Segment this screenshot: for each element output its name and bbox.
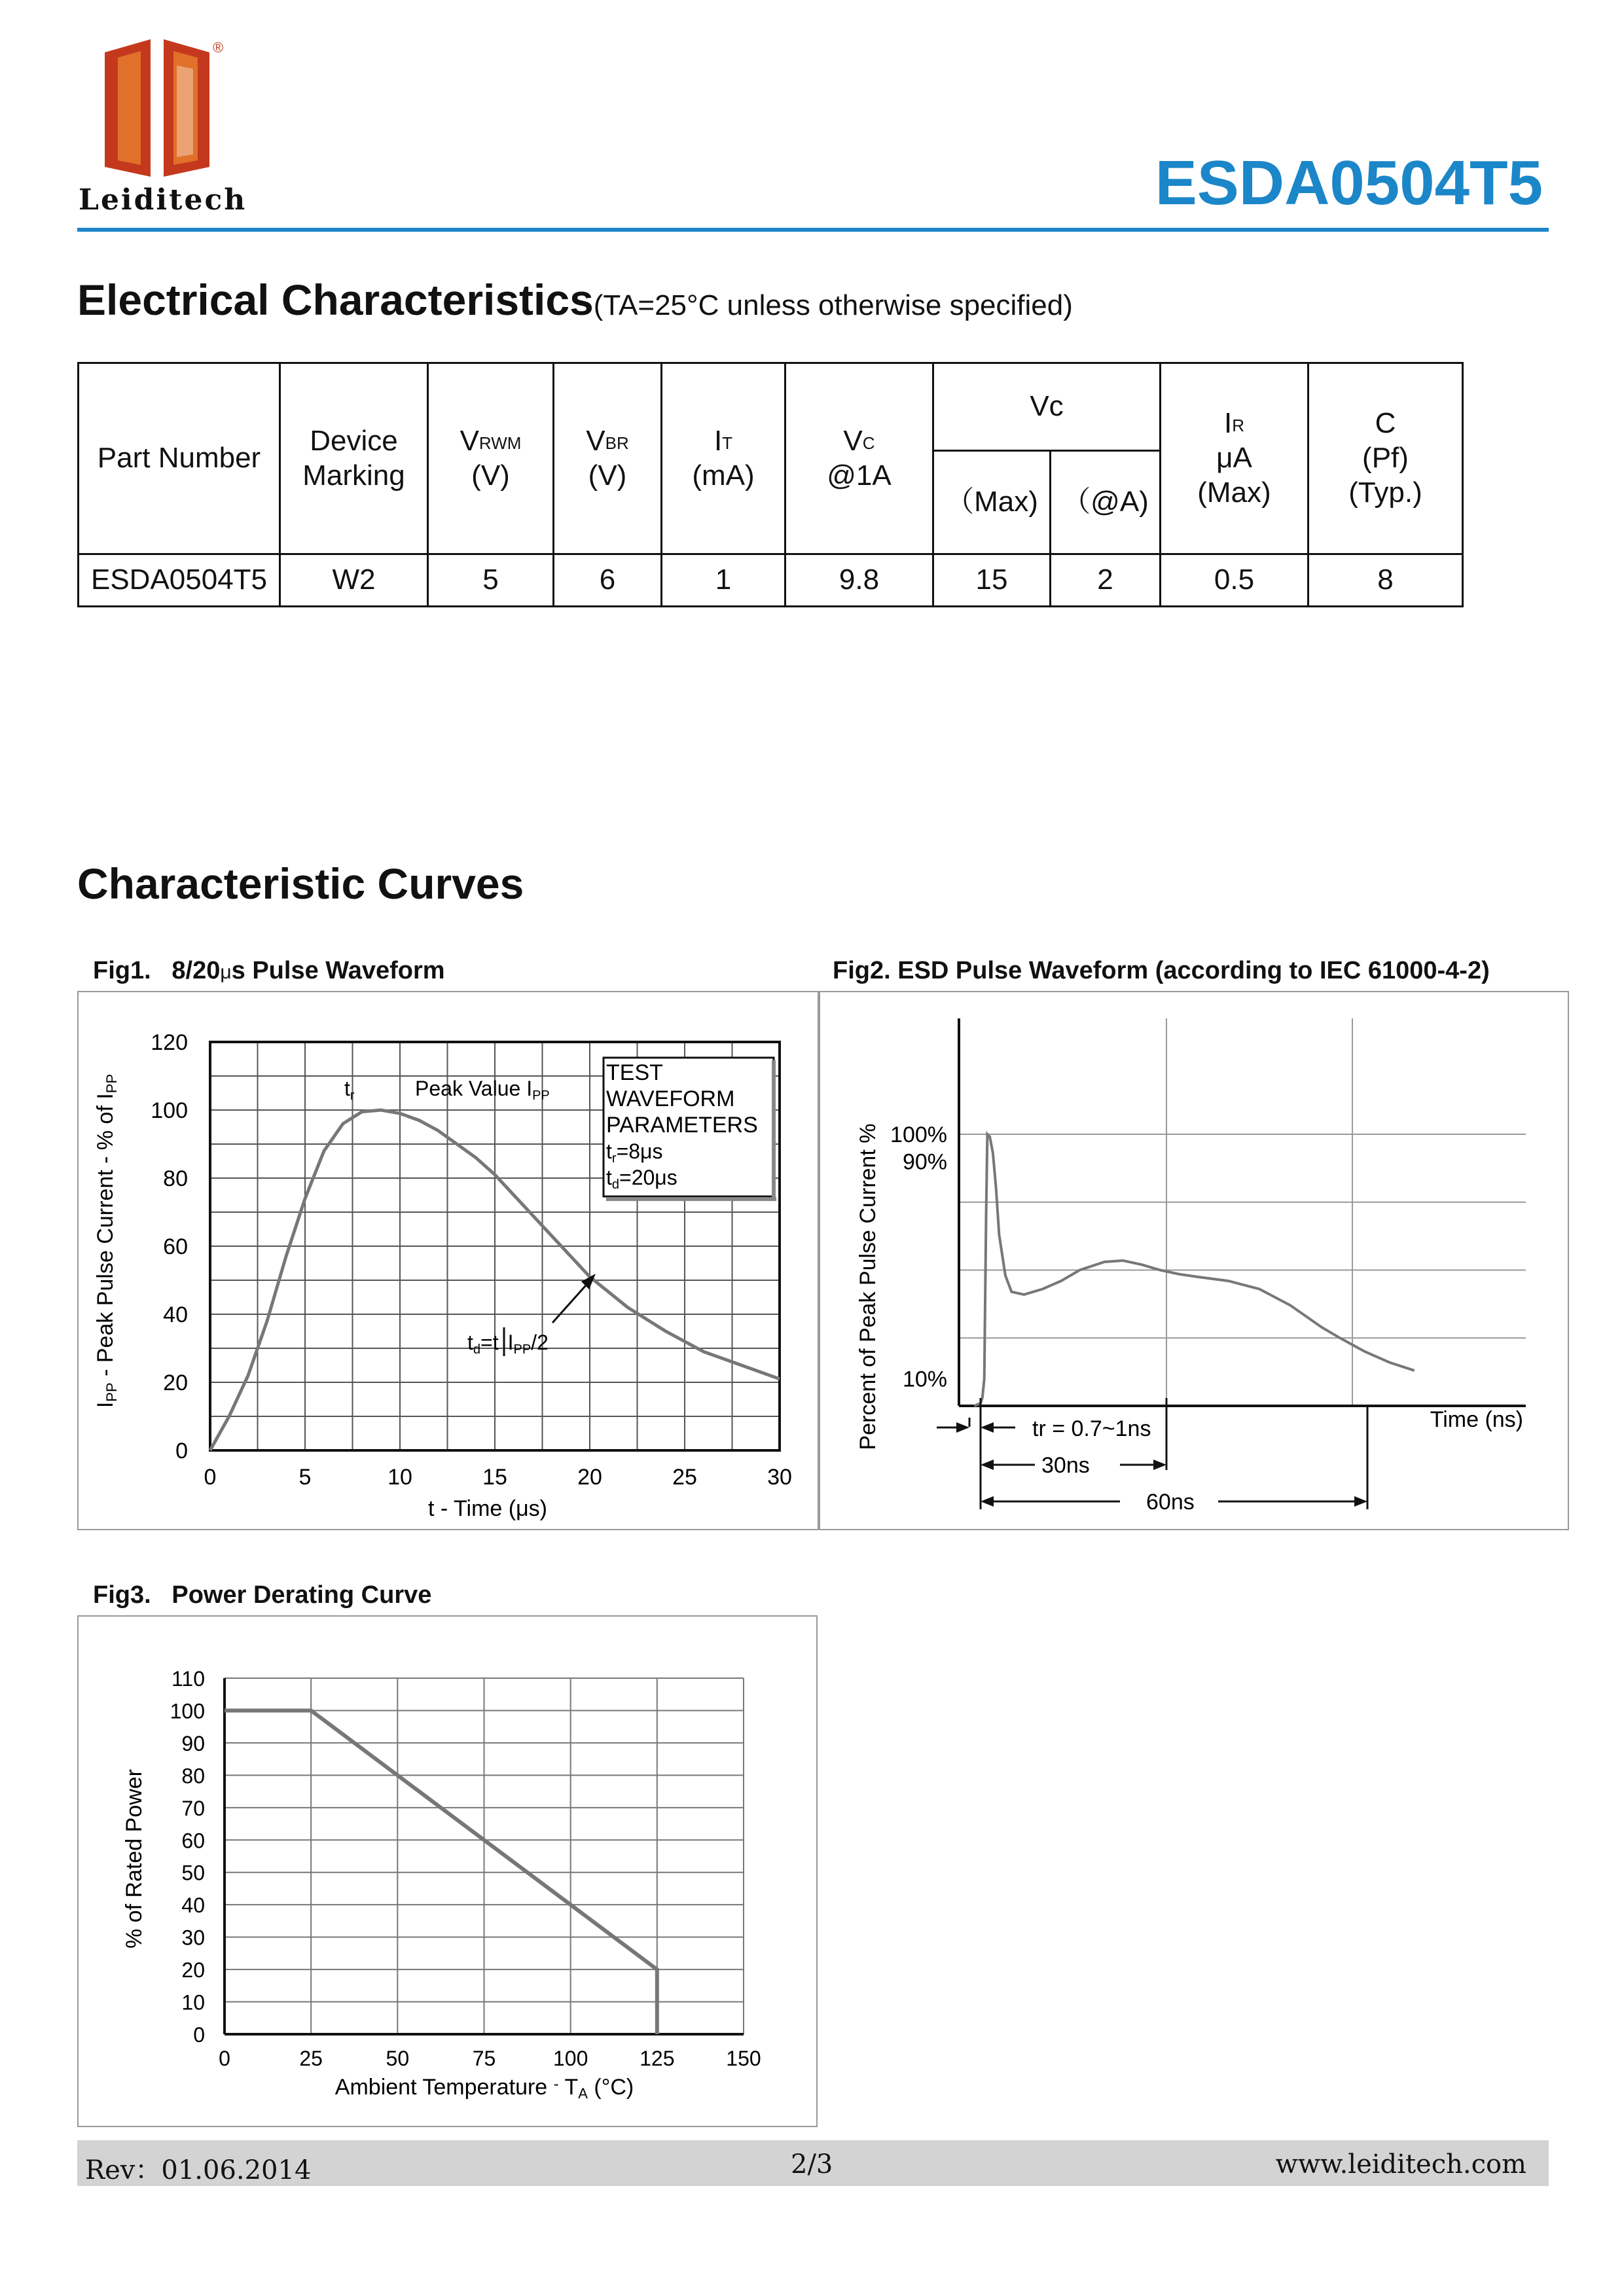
- fig2-60ns-arrowhead-left: [981, 1496, 994, 1507]
- fig2-tr-note: tr = 0.7~1ns: [1032, 1416, 1151, 1441]
- th-device-marking-line2: Marking: [302, 459, 405, 492]
- fig2-panel: [818, 991, 1569, 1530]
- footer-bar: [77, 2140, 1549, 2186]
- fig1-x-tick-label: 5: [298, 1465, 312, 1490]
- fig3-x-tick-label: 50: [386, 2047, 410, 2070]
- fig1-box-line2: WAVEFORM: [606, 1086, 735, 1111]
- fig3-x-tick-label: 25: [299, 2047, 323, 2070]
- table-row: [79, 554, 1463, 607]
- th-vc: [785, 363, 933, 554]
- fig1-box-td-val: =20μs: [619, 1166, 677, 1189]
- cell-vbr: 6: [554, 554, 662, 607]
- th-vrwm: [428, 363, 554, 554]
- fig1-td-eq: =t: [480, 1331, 499, 1354]
- th-ir-unit: μA: [1216, 442, 1252, 475]
- leiditech-logo-icon: [79, 26, 236, 196]
- fig3-caption: [93, 1581, 431, 1609]
- fig3-y-tick-label: 20: [181, 1958, 205, 1982]
- fig1-ylabel-sym: I: [93, 1401, 118, 1408]
- fig3-xlabel: [335, 2075, 634, 2102]
- footer-website: www.leiditech.com: [1275, 2149, 1526, 2179]
- fig1-td-sym: t: [467, 1331, 473, 1354]
- th-c-symbol: C: [1375, 407, 1396, 440]
- fig1-x-tick-label: 25: [672, 1465, 697, 1490]
- th-ir-sub: R: [1232, 416, 1244, 436]
- brand-name: Leiditech: [79, 183, 247, 217]
- th-it-unit: (mA): [692, 459, 755, 492]
- fig1-caption-num: Fig1.: [93, 957, 151, 984]
- th-vbr-sub: BR: [605, 433, 629, 453]
- th-vrwm-symbol: V: [460, 424, 479, 457]
- fig3-x-tick-label: 100: [552, 2047, 588, 2070]
- fig2-caption: Fig2. ESD Pulse Waveform (according to IEC 61000-4-2): [833, 957, 1490, 984]
- fig1-y-ticks: [151, 1030, 188, 1463]
- th-device-marking-line1: Device: [310, 424, 398, 457]
- curves-heading: Characteristic Curves: [77, 859, 524, 908]
- fig3-xlabel-dash: -: [553, 2075, 559, 2093]
- th-vc-symbol: V: [843, 424, 863, 457]
- fig2-30ns-arrowhead-right: [1153, 1460, 1166, 1470]
- electrical-condition: (TA=25°C unless otherwise specified): [593, 289, 1073, 321]
- electrical-heading-text: Electrical Characteristics: [77, 276, 594, 324]
- part-title: ESDA0504T5: [1155, 148, 1543, 218]
- fig3-caption-text: Power Derating Curve: [171, 1581, 432, 1609]
- fig1-tr-sym: t: [344, 1077, 350, 1100]
- fig1-td-label: [467, 1331, 549, 1357]
- fig1-td-ipp: I: [507, 1331, 514, 1354]
- fig1-x-tick-label: 30: [767, 1465, 792, 1490]
- fig3-panel: [77, 1615, 818, 2127]
- registered-mark: ®: [213, 39, 224, 56]
- fig2-tr-arrowhead-left: [956, 1422, 969, 1433]
- fig1-ylabel: [93, 1074, 120, 1408]
- fig3-x-tick-label: 125: [640, 2047, 675, 2070]
- fig3-y-tick-label: 30: [181, 1926, 205, 1950]
- fig3-xlabel-sub: A: [578, 2085, 588, 2102]
- brand-logo: [79, 26, 247, 223]
- th-vc-at: （@A): [1051, 451, 1161, 554]
- fig1-y-tick-label: 60: [163, 1234, 188, 1259]
- cell-vc-max: 15: [933, 554, 1051, 607]
- th-vbr-unit: (V): [588, 459, 627, 492]
- cell-it: 1: [662, 554, 785, 607]
- fig3-caption-num: Fig3.: [93, 1581, 151, 1609]
- fig3-x-ticks: [219, 2047, 761, 2070]
- fig2-tr-arrowhead-right: [981, 1422, 994, 1433]
- th-vc-group: Vc: [933, 363, 1161, 451]
- fig2-xlabel: Time (ns): [1430, 1407, 1523, 1432]
- th-c-cond: (Typ.): [1348, 476, 1422, 509]
- fig1-peak-label: [415, 1077, 550, 1103]
- fig1-td-arrow: [552, 1280, 590, 1323]
- fig2-60ns-arrowhead-right: [1354, 1496, 1367, 1507]
- fig1-panel: [77, 991, 820, 1530]
- th-vc-sub: C: [862, 433, 875, 453]
- fig1-chart: [79, 992, 819, 1529]
- fig1-xlabel: t - Time (μs): [427, 1496, 548, 1521]
- fig1-ylabel-sub1: PP: [103, 1382, 120, 1402]
- th-it: [662, 363, 785, 554]
- fig1-tr-sub: r: [350, 1088, 355, 1103]
- electrical-heading: [77, 275, 1073, 325]
- fig1-td-ipp-sub: PP: [513, 1342, 532, 1357]
- fig1-td-half: /2: [531, 1331, 549, 1354]
- fig3-y-tick-label: 50: [181, 1861, 205, 1885]
- th-vbr: [554, 363, 662, 554]
- fig3-chart: [79, 1617, 816, 2126]
- fig3-y-tick-label: 10: [181, 1990, 205, 2015]
- electrical-table: [77, 362, 1464, 607]
- fig3-grid: [225, 1678, 744, 2034]
- fig1-caption-text: 8/20: [171, 957, 221, 984]
- cell-c: 8: [1308, 554, 1463, 607]
- fig1-caption-mu: μ: [220, 961, 232, 983]
- th-it-sub: T: [722, 433, 733, 453]
- fig3-y-tick-label: 100: [170, 1699, 205, 1723]
- cell-vrwm: 5: [428, 554, 554, 607]
- header-rule: [77, 228, 1549, 232]
- footer-page: 2/3: [791, 2149, 833, 2179]
- fig1-peak-sub: PP: [532, 1088, 550, 1103]
- fig1-ylabel-text: - Peak Pulse Current - % of I: [93, 1093, 118, 1383]
- fig1-caption-tail: s Pulse Waveform: [231, 957, 445, 984]
- fig1-box-line1: TEST: [606, 1060, 663, 1085]
- cell-ir: 0.5: [1161, 554, 1308, 607]
- fig2-60ns-label: 60ns: [1146, 1490, 1195, 1515]
- fig3-ylabel: % of Rated Power: [122, 1768, 147, 1949]
- footer-rev: Rev：01.06.2014: [85, 2155, 312, 2185]
- th-vrwm-unit: (V): [471, 459, 510, 492]
- th-vbr-symbol: V: [586, 424, 605, 457]
- th-c-unit: (Pf): [1362, 442, 1409, 475]
- fig1-box-tr-sub: r: [611, 1151, 617, 1166]
- fig3-y-tick-label: 0: [193, 2023, 205, 2047]
- th-ir-symbol: I: [1223, 407, 1233, 440]
- fig2-30ns-arrowhead-left: [981, 1460, 994, 1470]
- fig1-x-tick-label: 0: [204, 1465, 217, 1490]
- cell-part: ESDA0504T5: [79, 554, 280, 607]
- fig1-caption: [93, 957, 445, 985]
- fig3-y-tick-label: 110: [171, 1667, 205, 1691]
- th-vrwm-sub: RWM: [478, 433, 522, 453]
- fig3-xlabel-text: Ambient Temperature: [334, 2075, 554, 2100]
- cell-vc-at: 2: [1051, 554, 1161, 607]
- fig2-y-tick-label: 90%: [902, 1149, 947, 1175]
- fig1-y-tick-label: 0: [175, 1439, 188, 1463]
- fig3-y-ticks: [170, 1667, 205, 2047]
- fig1-box-tr-val: =8μs: [616, 1139, 663, 1163]
- fig3-y-tick-label: 70: [181, 1796, 205, 1820]
- fig2-grid: [959, 1018, 1526, 1406]
- cell-vc: 9.8: [785, 554, 933, 607]
- fig2-y-ticks: [890, 1122, 947, 1392]
- cell-marking: W2: [280, 554, 428, 607]
- fig3-xlabel-unit: (°C): [587, 2075, 634, 2100]
- fig1-x-tick-label: 20: [577, 1465, 602, 1490]
- th-device-marking: [280, 363, 428, 554]
- fig3-x-tick-label: 150: [726, 2047, 761, 2070]
- fig1-ylabel-sub2: PP: [103, 1073, 120, 1094]
- fig1-box-td-sub: d: [611, 1177, 620, 1192]
- fig1-y-tick-label: 20: [163, 1371, 188, 1395]
- fig1-box-tr-sym: t: [606, 1139, 612, 1163]
- fig1-box-td-sym: t: [606, 1166, 612, 1189]
- fig3-y-tick-label: 90: [181, 1731, 205, 1755]
- fig1-x-ticks: [204, 1465, 792, 1490]
- fig1-y-tick-label: 100: [151, 1098, 188, 1123]
- fig1-y-tick-label: 80: [163, 1166, 188, 1191]
- fig3-xlabel-t: T: [558, 2075, 579, 2100]
- fig1-peak-text: Peak Value I: [415, 1077, 533, 1100]
- th-ir: [1161, 363, 1308, 554]
- fig1-x-tick-label: 15: [482, 1465, 507, 1490]
- fig2-y-tick-label: 10%: [902, 1367, 947, 1392]
- fig3-y-tick-label: 60: [181, 1829, 205, 1853]
- fig1-y-tick-label: 120: [151, 1030, 188, 1055]
- fig2-30ns-label: 30ns: [1041, 1453, 1090, 1478]
- fig2-chart: [819, 992, 1568, 1529]
- th-it-symbol: I: [713, 424, 723, 457]
- fig1-tr-label: [344, 1077, 355, 1103]
- fig3-x-tick-label: 0: [219, 2047, 230, 2070]
- th-ir-cond: (Max): [1197, 476, 1271, 509]
- fig1-td-sub: d: [473, 1342, 481, 1357]
- th-vc-cond: @1A: [827, 459, 892, 492]
- fig3-x-tick-label: 75: [472, 2047, 496, 2070]
- fig1-y-tick-label: 40: [163, 1302, 188, 1327]
- fig3-y-tick-label: 80: [181, 1764, 205, 1788]
- fig2-y-tick-label: 100%: [890, 1122, 947, 1147]
- th-vc-max: （Max): [933, 451, 1051, 554]
- fig1-x-tick-label: 10: [388, 1465, 412, 1490]
- fig1-box-line3: PARAMETERS: [606, 1113, 758, 1138]
- th-part-number: Part Number: [79, 363, 280, 554]
- fig2-ylabel: Percent of Peak Pulse Current %: [856, 1123, 880, 1450]
- fig3-y-tick-label: 40: [181, 1893, 205, 1918]
- th-c: [1308, 363, 1463, 554]
